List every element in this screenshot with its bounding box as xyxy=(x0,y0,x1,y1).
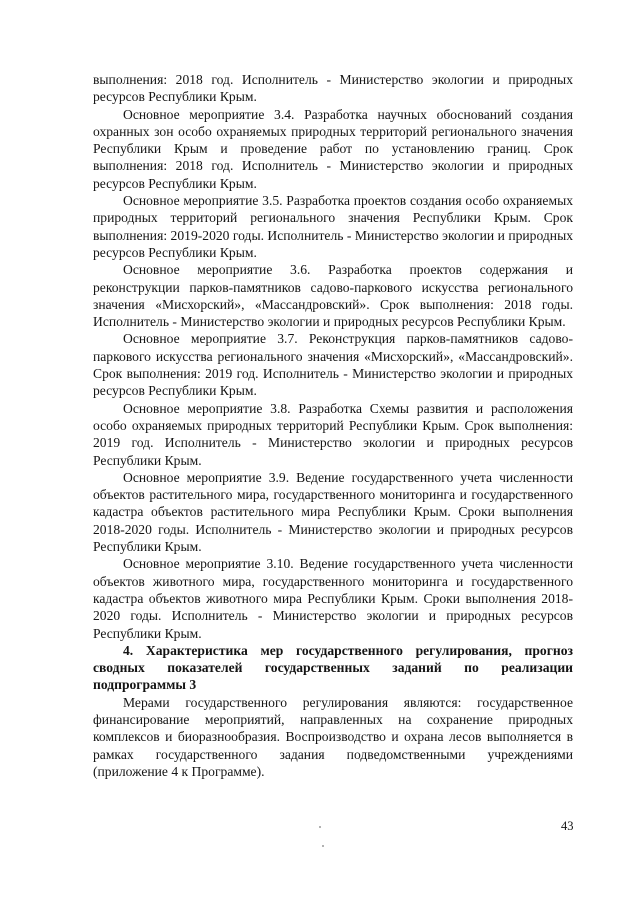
paragraph-activity-3-9: Основное мероприятие 3.9. Ведение государственного учета численности объектов растительного мира, государственного мониторинга и государственного кадастра объектов растительного мира Республики Крым. Сроки выполнения 2018-2020 годы. Исполнитель - Министерство экологии и природных ресурсов Республики Крым. xyxy=(93,469,573,555)
scan-speck xyxy=(322,845,324,847)
paragraph-activity-3-7: Основное мероприятие 3.7. Реконструкция парков-памятников садово-паркового искусства регионального значения «Мисхорский», «Массандровский». Срок выполнения: 2019 год. Исполнитель - Министерство экологии и природных ресурсов Республики Крым. xyxy=(93,331,573,399)
page-number: 43 xyxy=(561,819,574,833)
scan-speck xyxy=(319,826,321,828)
paragraph-activity-3-4: Основное мероприятие 3.4. Разработка научных обоснований создания охранных зон особо охраняемых природных территорий регионального значения Республики Крым и проведение работ по установлению границ. Срок выполнения: 2018 год. Исполнитель - Министерство экологии и природных ресурсов Республики Крым. xyxy=(93,106,573,191)
section-heading: 4. Характеристика мер государственного регулирования, прогноз сводных показателей государственных заданий по реализации подпрограммы 3 xyxy=(93,642,573,693)
paragraph-activity-3-10: Основное мероприятие 3.10. Ведение государственного учета численности объектов животного мира, государственного мониторинга и государственного кадастра объектов животного мира Республики Крым. Сроки выполнения 2018-2020 годы. Исполнитель - Министерство экологии и природных ресурсов Республики Крым. xyxy=(93,556,573,641)
paragraph-activity-3-5: Основное мероприятие 3.5. Разработка проектов создания особо охраняемых природных территорий регионального значения Республики Крым. Срок выполнения: 2019-2020 годы. Исполнитель - Министерство экологии и природных ресурсов Республики Крым. xyxy=(93,193,573,260)
page-body xyxy=(93,71,573,780)
paragraph-regulation-measures: Мерами государственного регулирования являются: государственное финансирование мероприятий, направленных на сохранение природных комплексов и биоразнообразия. Воспроизводство и охрана лесов выполняется в рамках государственного задания подведомственными учреждениями (приложение 4 к Программе). xyxy=(93,694,573,779)
paragraph-activity-3-8: Основное мероприятие 3.8. Разработка Схемы развития и расположения особо охраняемых природных территорий Республики Крым. Срок выполнения: 2019 год. Исполнитель - Министерство экологии и природных ресурсов Республики Крым. xyxy=(93,400,573,468)
paragraph-activity-3-6: Основное мероприятие 3.6. Разработка проектов содержания и реконструкции парков-памятников садово-паркового искусства регионального значения «Мисхорский», «Массандровский». Срок выполнения: 2018 годы. Исполнитель - Министерство экологии и природных ресурсов Республики Крым. xyxy=(93,262,573,330)
paragraph-continuation: выполнения: 2018 год. Исполнитель - Министерство экологии и природных ресурсов Республики Крым. xyxy=(93,72,573,105)
